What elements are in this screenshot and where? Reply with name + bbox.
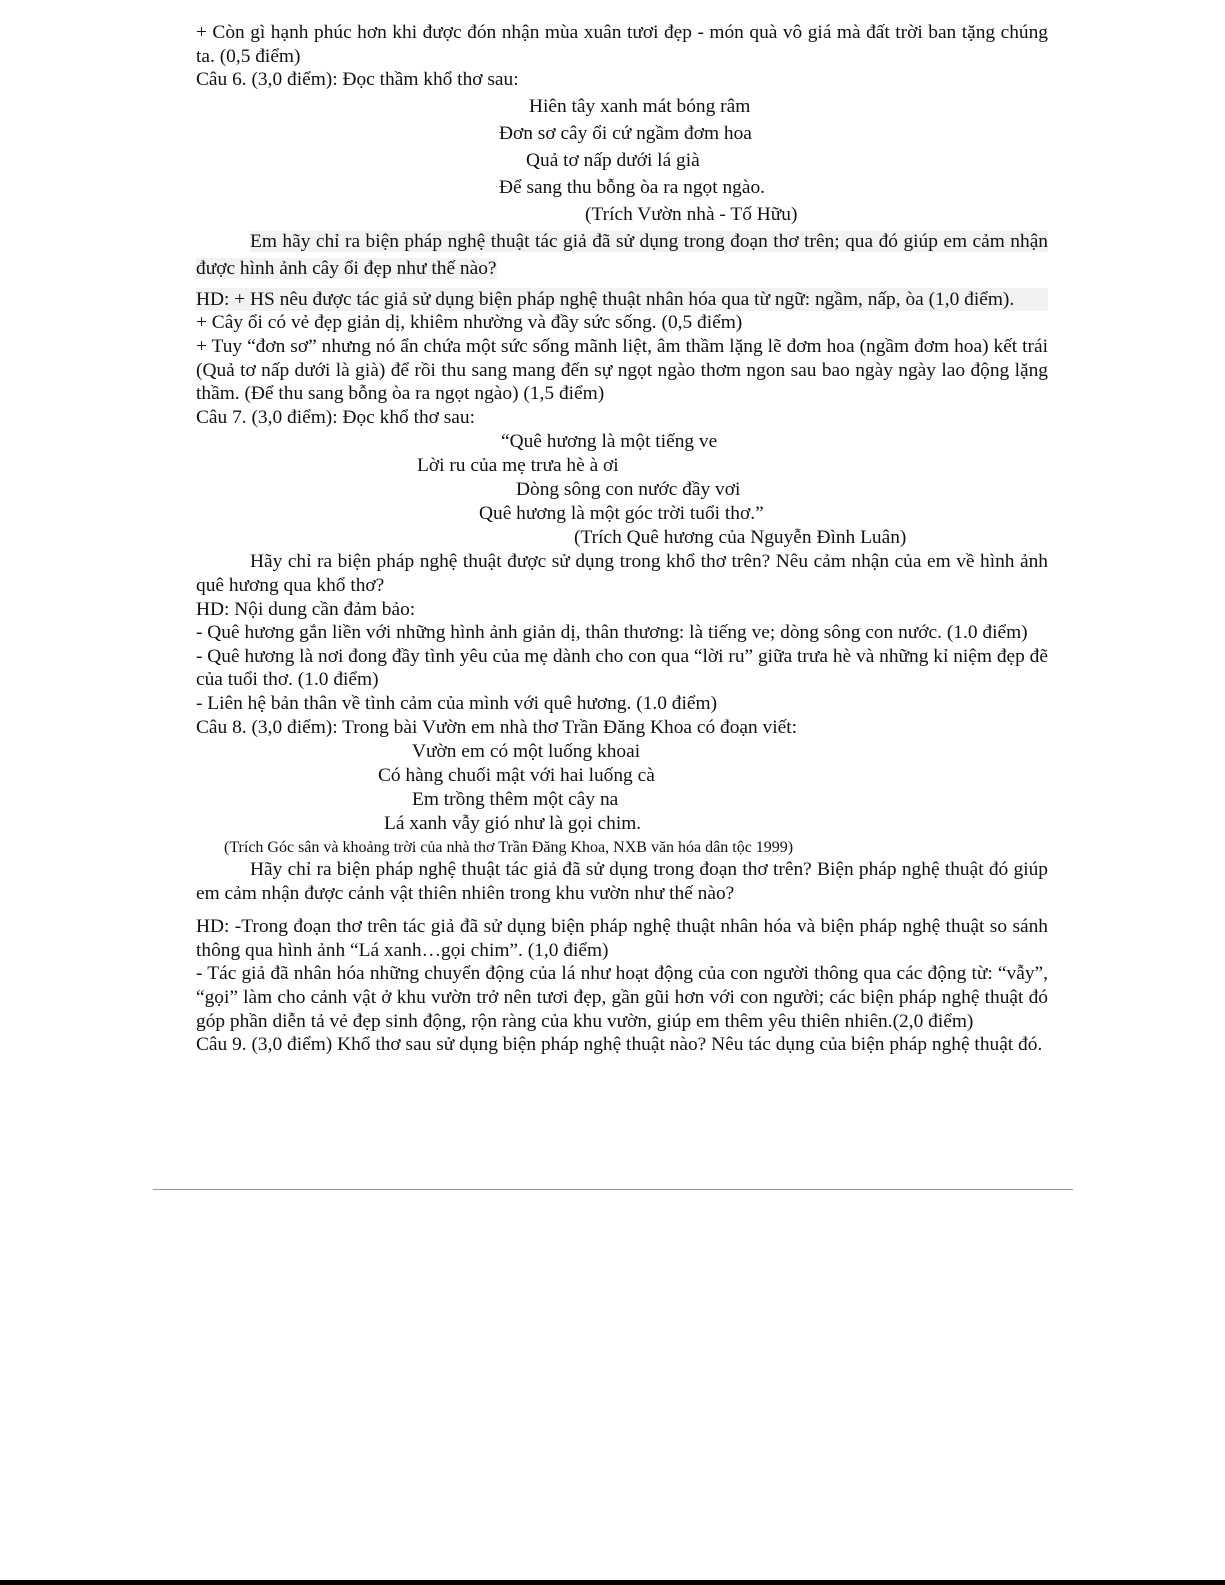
q7-heading: Câu 7. (3,0 điểm): Đọc khổ thơ sau: xyxy=(196,406,475,428)
q7-poem-line-4: Quê hương là một góc trời tuổi thơ.” xyxy=(479,503,764,525)
q7-answer-3: - Liên hệ bản thân về tình cảm của mình với quê hương. (1.0 điểm) xyxy=(196,692,718,714)
q8-poem-source: (Trích Góc sân và khoảng trời của nhà thơ Trần Đăng Khoa, NXB văn hóa dân tộc 1999) xyxy=(224,839,794,857)
q6-question xyxy=(196,228,1048,282)
q9-heading: Câu 9. (3,0 điểm) Khổ thơ sau sử dụng biện pháp nghệ thuật nào? Nêu tác dụng của biện pháp nghệ thuật đó. xyxy=(196,1034,1043,1056)
q7-poem-line-2: Lời ru của mẹ trưa hè à ơi xyxy=(417,455,619,477)
q8-heading: Câu 8. (3,0 điểm): Trong bài Vườn em nhà thơ Trần Đăng Khoa có đoạn viết: xyxy=(196,716,798,738)
q6-heading: Câu 6. (3,0 điểm): Đọc thầm khổ thơ sau: xyxy=(196,69,519,91)
bottom-edge-bar xyxy=(0,1580,1225,1585)
q6-answer-3: + Tuy “đơn sơ” nhưng nó ẩn chứa một sức sống mãnh liệt, âm thầm lặng lẽ đơm hoa (ngầm đơm hoa) kết trái (Quả tơ nấp dưới là già) để rồi thu sang mang đến sự ngọt ngào thơm ngon sau bao ngày ngày lao động lặng thầm. (Để thu sang bỗng òa ra ngọt ngào) (1,5 điểm) xyxy=(196,335,1048,405)
q8-question: Hãy chỉ ra biện pháp nghệ thuật tác giả đã sử dụng trong đoạn thơ trên? Biện pháp nghệ thuật đó giúp em cảm nhận được cảnh vật thiên nhiên trong khu vườn như thế nào? xyxy=(196,859,1048,904)
q7-poem-line-3: Dòng sông con nước đầy vơi xyxy=(516,479,741,501)
q6-poem-line-2: Đơn sơ cây ổi cứ ngầm đơm hoa xyxy=(499,122,752,144)
q6-answer-2: + Cây ổi có vẻ đẹp giản dị, khiêm nhường và đầy sức sống. (0,5 điểm) xyxy=(196,312,743,334)
q6-poem-line-1: Hiên tây xanh mát bóng râm xyxy=(529,95,751,117)
page-divider xyxy=(153,1189,1073,1190)
intro-paragraph: + Còn gì hạnh phúc hơn khi được đón nhận mùa xuân tươi đẹp - món quà vô giá mà đất trời ban tặng chúng ta. (0,5 điểm) xyxy=(196,22,1048,67)
q6-poem-source: (Trích Vườn nhà - Tố Hữu) xyxy=(585,203,798,225)
q8-answer-1: HD: -Trong đoạn thơ trên tác giả đã sử dụng biện pháp nghệ thuật nhân hóa và biện pháp nghệ thuật so sánh thông qua hình ảnh “Lá xanh…gọi chim”. (1,0 điểm) xyxy=(196,916,1048,961)
q6-answer-1: HD: + HS nêu được tác giả sử dụng biện pháp nghệ thuật nhân hóa qua từ ngữ: ngầm, nấp, òa (1,0 điểm). xyxy=(196,288,1048,312)
q6-poem xyxy=(196,93,1048,228)
q8-poem-line-3: Em trồng thêm một cây na xyxy=(412,789,619,811)
q7-poem-source: (Trích Quê hương của Nguyễn Đình Luân) xyxy=(574,527,907,549)
q7-question: Hãy chỉ ra biện pháp nghệ thuật được sử dụng trong khổ thơ trên? Nêu cảm nhận của em về hình ảnh quê hương qua khổ thơ? xyxy=(196,551,1048,596)
q7-poem xyxy=(196,430,1048,550)
q7-answer-heading: HD: Nội dung cần đảm bảo: xyxy=(196,598,416,620)
document-page xyxy=(196,21,1048,1057)
q7-answer-1: - Quê hương gắn liền với những hình ảnh giản dị, thân thương: là tiếng ve; dòng sông con nước. (1.0 điểm) xyxy=(196,622,1028,644)
q8-poem-line-2: Có hàng chuối mật với hai luống cà xyxy=(378,765,655,787)
q8-poem-line-4: Lá xanh vẫy gió như là gọi chim. xyxy=(384,813,642,835)
q6-question-text: Em hãy chỉ ra biện pháp nghệ thuật tác giả đã sử dụng trong đoạn thơ trên; qua đó giúp em cảm nhận được hình ảnh cây ổi đẹp như thế nào? xyxy=(196,230,1048,279)
q8-poem-line-1: Vườn em có một luống khoai xyxy=(412,741,641,763)
q6-poem-line-4: Để sang thu bỗng òa ra ngọt ngào. xyxy=(499,176,766,198)
q6-poem-line-3: Quả tơ nấp dưới lá già xyxy=(526,149,700,171)
q8-answer-2: - Tác giả đã nhân hóa những chuyển động của lá như hoạt động của con người thông qua các động từ: “vẫy”, “gọi” làm cho cảnh vật ở khu vườn trở nên tươi đẹp, gần gũi hơn với con người; các biện pháp nghệ thuật đó góp phần diễn tả vẻ đẹp sinh động, rộn ràng của khu vườn, giúp em thêm yêu thiên nhiên.(2,0 điểm) xyxy=(196,963,1048,1032)
q7-poem-line-1: “Quê hương là một tiếng ve xyxy=(501,431,718,453)
q8-poem xyxy=(196,740,1048,836)
q7-answer-2: - Quê hương là nơi đong đầy tình yêu của mẹ dành cho con qua “lời ru” giữa trưa hè và những kỉ niệm đẹp đẽ của tuổi thơ. (1.0 điểm) xyxy=(196,645,1048,691)
